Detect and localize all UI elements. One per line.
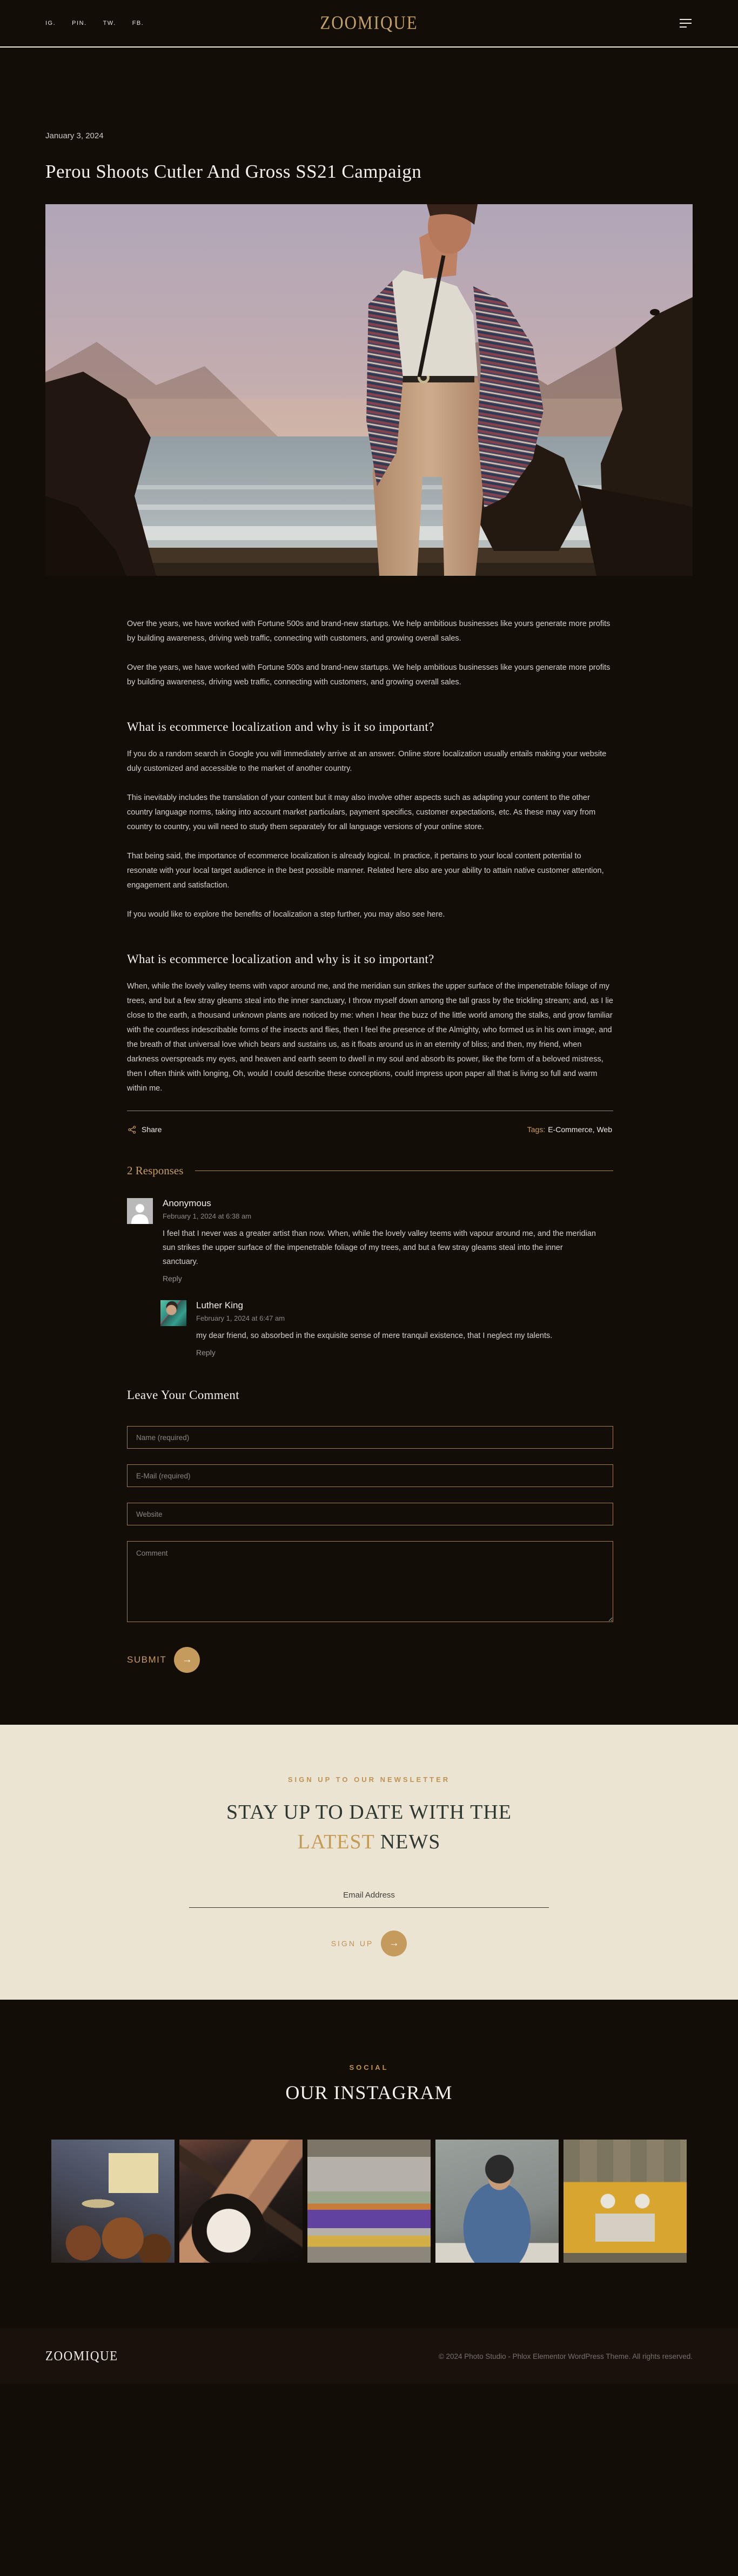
comment-author: Anonymous — [163, 1198, 211, 1208]
paragraph: When, while the lovely valley teems with vapor around me, and the meridian sun strikes the upper surface of the impenetrable foliage of my trees, and but a few stray gleams steal into the inner sanctuary, I throw myself down among the tall grass by the trickling stream; and, as I lie close to the earth, a thousand unknown plants are noticed by me: when I hear the buzz of the little world among the stalks, and grow familiar with the countless indescribable forms of the insects and flies, then I feel the presence of the Almighty, who formed us in his own image, and the breath of that universal love which bears and sustains us, as it floats around us in an eternity of bliss; and then, my friend, when darkness overspreads my eyes, and heaven and earth seem to dwell in my soul and absorb its power, like the form of a beloved mistress, then I often think with longing, Oh, would I could describe these conceptions, could impress upon paper all that is living so full and warm within me. — [127, 982, 613, 1093]
arrow-right-icon: → — [182, 1654, 192, 1665]
comment-text: I feel that I never was a greater artist than now. When, while the lovely valley teems with vapour around me, and the meridian sun strikes the upper surface of the impenetrable foliage of my trees, and but a few stray gleams steal into the inner sanctuary. — [163, 1229, 596, 1266]
instagram-grid — [0, 2140, 738, 2329]
submit-arrow-button[interactable] — [174, 1647, 200, 1673]
hamburger-menu-icon[interactable] — [680, 16, 693, 30]
tags-value[interactable]: E-Commerce, Web — [548, 1125, 612, 1134]
newsletter-title-accent: LATEST — [297, 1831, 375, 1854]
hero-photo-model-on-rocks — [45, 204, 693, 576]
comment-item-nested — [160, 1300, 613, 1358]
comment-date: February 1, 2024 at 6:47 am — [196, 1314, 285, 1322]
comment-field[interactable] — [127, 1541, 613, 1622]
instagram-tile-guitar-player[interactable] — [179, 2140, 303, 2263]
section-heading: What is ecommerce localization and why is it so important? — [127, 720, 434, 734]
newsletter-signup-button[interactable] — [0, 1931, 738, 1956]
share-icon — [128, 1126, 136, 1134]
email-field[interactable] — [127, 1464, 613, 1487]
paragraph: If you would like to explore the benefits of localization a step further, you may also see here. — [127, 910, 445, 919]
responses-header — [127, 1164, 613, 1178]
paragraph: Over the years, we have worked with Fortune 500s and brand-new startups. We help ambitious businesses like yours generate more profits by building awareness, driving web traffic, connecting with customers, and growing overall sales. — [127, 620, 610, 643]
hero-image — [45, 204, 693, 576]
comment-item — [127, 1198, 613, 1284]
newsletter-email-input[interactable] — [189, 1885, 549, 1908]
instagram-tile-yellow-taxi[interactable] — [563, 2140, 687, 2263]
paragraph: That being said, the importance of ecommerce localization is already logical. In practice, it pertains to your local content potential to resonate with your local target audience in the best possible manner. Related here also are your ability to attain native customer attention, engagement and satisfaction. — [127, 852, 604, 890]
responses-section — [127, 1164, 613, 1358]
share-label: Share — [142, 1125, 162, 1134]
newsletter-section — [0, 1725, 738, 2000]
avatar-anonymous — [127, 1198, 153, 1224]
article-body — [127, 617, 613, 1725]
footer-logo[interactable]: ZOOMIQUE — [45, 2348, 118, 2364]
submit-label: SUBMIT — [127, 1654, 167, 1665]
signup-arrow-button[interactable] — [381, 1931, 407, 1956]
reply-link[interactable]: Reply — [196, 1348, 216, 1357]
social-link-pinterest[interactable]: PIN. — [72, 20, 87, 26]
instagram-tile-subway-train[interactable] — [307, 2140, 431, 2263]
page-title: Perou Shoots Cutler And Gross SS21 Campaign — [45, 161, 422, 182]
site-footer — [0, 2329, 738, 2384]
site-logo[interactable]: ZOOMIQUE — [320, 12, 418, 33]
comment-date: February 1, 2024 at 6:38 am — [163, 1212, 252, 1220]
social-link-facebook[interactable]: FB. — [132, 20, 144, 26]
responses-title: 2 Responses — [127, 1164, 184, 1177]
submit-button[interactable] — [127, 1647, 613, 1725]
instagram-section — [0, 2000, 738, 2329]
instagram-tile-drum-kit[interactable] — [51, 2140, 175, 2263]
comment-form-title: Leave Your Comment — [127, 1388, 239, 1402]
paragraph: If you do a random search in Google you will immediately arrive at an answer. Online store localization usually entails making your website duly customized and accessible to the market of another country. — [127, 750, 607, 773]
avatar-luther-king — [160, 1300, 186, 1326]
newsletter-eyebrow: SIGN UP TO OUR NEWSLETTER — [287, 1775, 451, 1784]
comment-text: my dear friend, so absorbed in the exquisite sense of mere tranquil existence, that I neglect my talents. — [196, 1331, 553, 1340]
social-nav — [45, 20, 144, 26]
website-field[interactable] — [127, 1503, 613, 1525]
newsletter-title-line1: STAY UP TO DATE WITH THE — [226, 1801, 512, 1824]
comment-author: Luther King — [196, 1300, 243, 1310]
article-header — [0, 48, 738, 187]
instagram-title: OUR INSTAGRAM — [285, 2082, 453, 2104]
reply-link[interactable]: Reply — [163, 1274, 182, 1283]
site-header — [0, 0, 738, 48]
paragraph: This inevitably includes the translation of your content but it may also involve other aspects such as adapting your content to the other country language norms, taking into account market particulars, payment specifics, customer expectations, etc. As these may vary from country to country, you will need to study them separately for all language versions of your online store. — [127, 793, 596, 831]
share-button[interactable] — [128, 1125, 162, 1134]
tags — [527, 1125, 612, 1134]
section-heading: What is ecommerce localization and why is it so important? — [127, 952, 434, 966]
copyright-text: © 2024 Photo Studio - Phlox Elementor WordPress Theme. All rights reserved. — [438, 2352, 693, 2360]
arrow-right-icon: → — [388, 1938, 399, 1949]
signup-label: SIGN UP — [331, 1939, 374, 1948]
newsletter-title-rest: NEWS — [374, 1831, 441, 1854]
paragraph: Over the years, we have worked with Fortune 500s and brand-new startups. We help ambitious businesses like yours generate more profits by building awareness, driving web traffic, connecting with customers, and growing overall sales. — [127, 663, 610, 687]
instagram-eyebrow: SOCIAL — [349, 2063, 389, 2072]
post-date: January 3, 2024 — [45, 131, 104, 140]
social-link-twitter[interactable]: TW. — [103, 20, 116, 26]
name-field[interactable] — [127, 1426, 613, 1449]
tags-label: Tags: — [527, 1125, 546, 1134]
newsletter-title — [0, 1798, 738, 1857]
instagram-tile-producer-headphones[interactable] — [435, 2140, 559, 2263]
social-link-instagram[interactable]: IG. — [45, 20, 56, 26]
comment-form — [127, 1426, 613, 1725]
share-row — [127, 1111, 613, 1139]
